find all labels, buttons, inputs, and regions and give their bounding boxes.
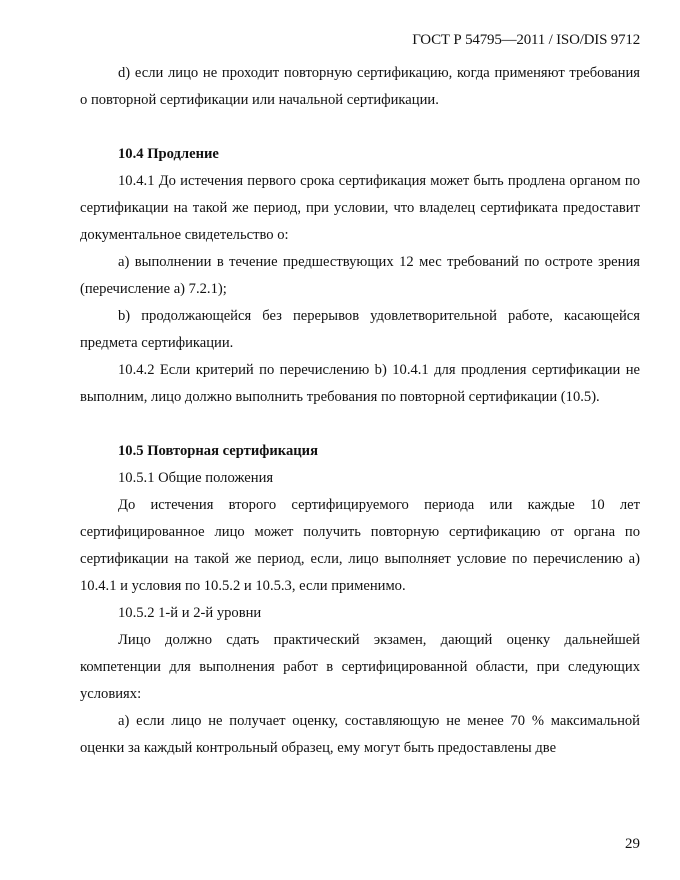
paragraph-10-4-1-item-a: а) выполнении в течение предшествующих 12 мес требований по остроте зрения (перечисление а) 7.2.1);: [80, 254, 640, 297]
paragraph-10-4-1: 10.4.1 До истечения первого срока сертификация может быть продлена органом по сертификации на такой же период, при условии, что владелец сертификата предоставит документальное свидетельство о:: [80, 173, 640, 243]
document-body: [80, 60, 640, 762]
paragraph-10-4-1-item-b: b) продолжающейся без перерывов удовлетворительной работе, касающейся предмета сертификации.: [80, 308, 640, 351]
paragraph-10-4-2: 10.4.2 Если критерий по перечислению b) 10.4.1 для продления сертификации не выполним, лицо должно выполнить требования по повторной сертификации (10.5).: [80, 362, 640, 405]
paragraph-10-5-2-text: Лицо должно сдать практический экзамен, дающий оценку дальнейшей компетенции для выполнения работ в сертифицированной области, при следующих условиях:: [80, 632, 640, 702]
paragraph-list-item-d: d) если лицо не проходит повторную сертификацию, когда применяют требования о повторной сертификации или начальной сертификации.: [80, 65, 640, 108]
paragraph-10-5-2-item-a: а) если лицо не получает оценку, составляющую не менее 70 % максимальной оценки за каждый контрольный образец, ему могут быть предоставлены две: [80, 713, 640, 756]
section-heading-10-4: 10.4 Продление: [118, 146, 219, 162]
section-heading-10-5: 10.5 Повторная сертификация: [118, 443, 318, 459]
standard-header: ГОСТ Р 54795—2011 / ISO/DIS 9712: [412, 32, 640, 48]
subsection-title-10-5-1: 10.5.1 Общие положения: [118, 470, 274, 486]
page-number: 29: [625, 836, 640, 852]
subsection-title-10-5-2: 10.5.2 1-й и 2-й уровни: [118, 605, 262, 621]
paragraph-10-5-1-text: До истечения второго сертифицируемого периода или каждые 10 лет сертифицированное лицо может получить повторную сертификацию от органа по сертификации на такой же период, если, лицо выполняет условие по перечислению а) 10.4.1 и условия по 10.5.2 и 10.5.3, если применимо.: [80, 497, 640, 594]
